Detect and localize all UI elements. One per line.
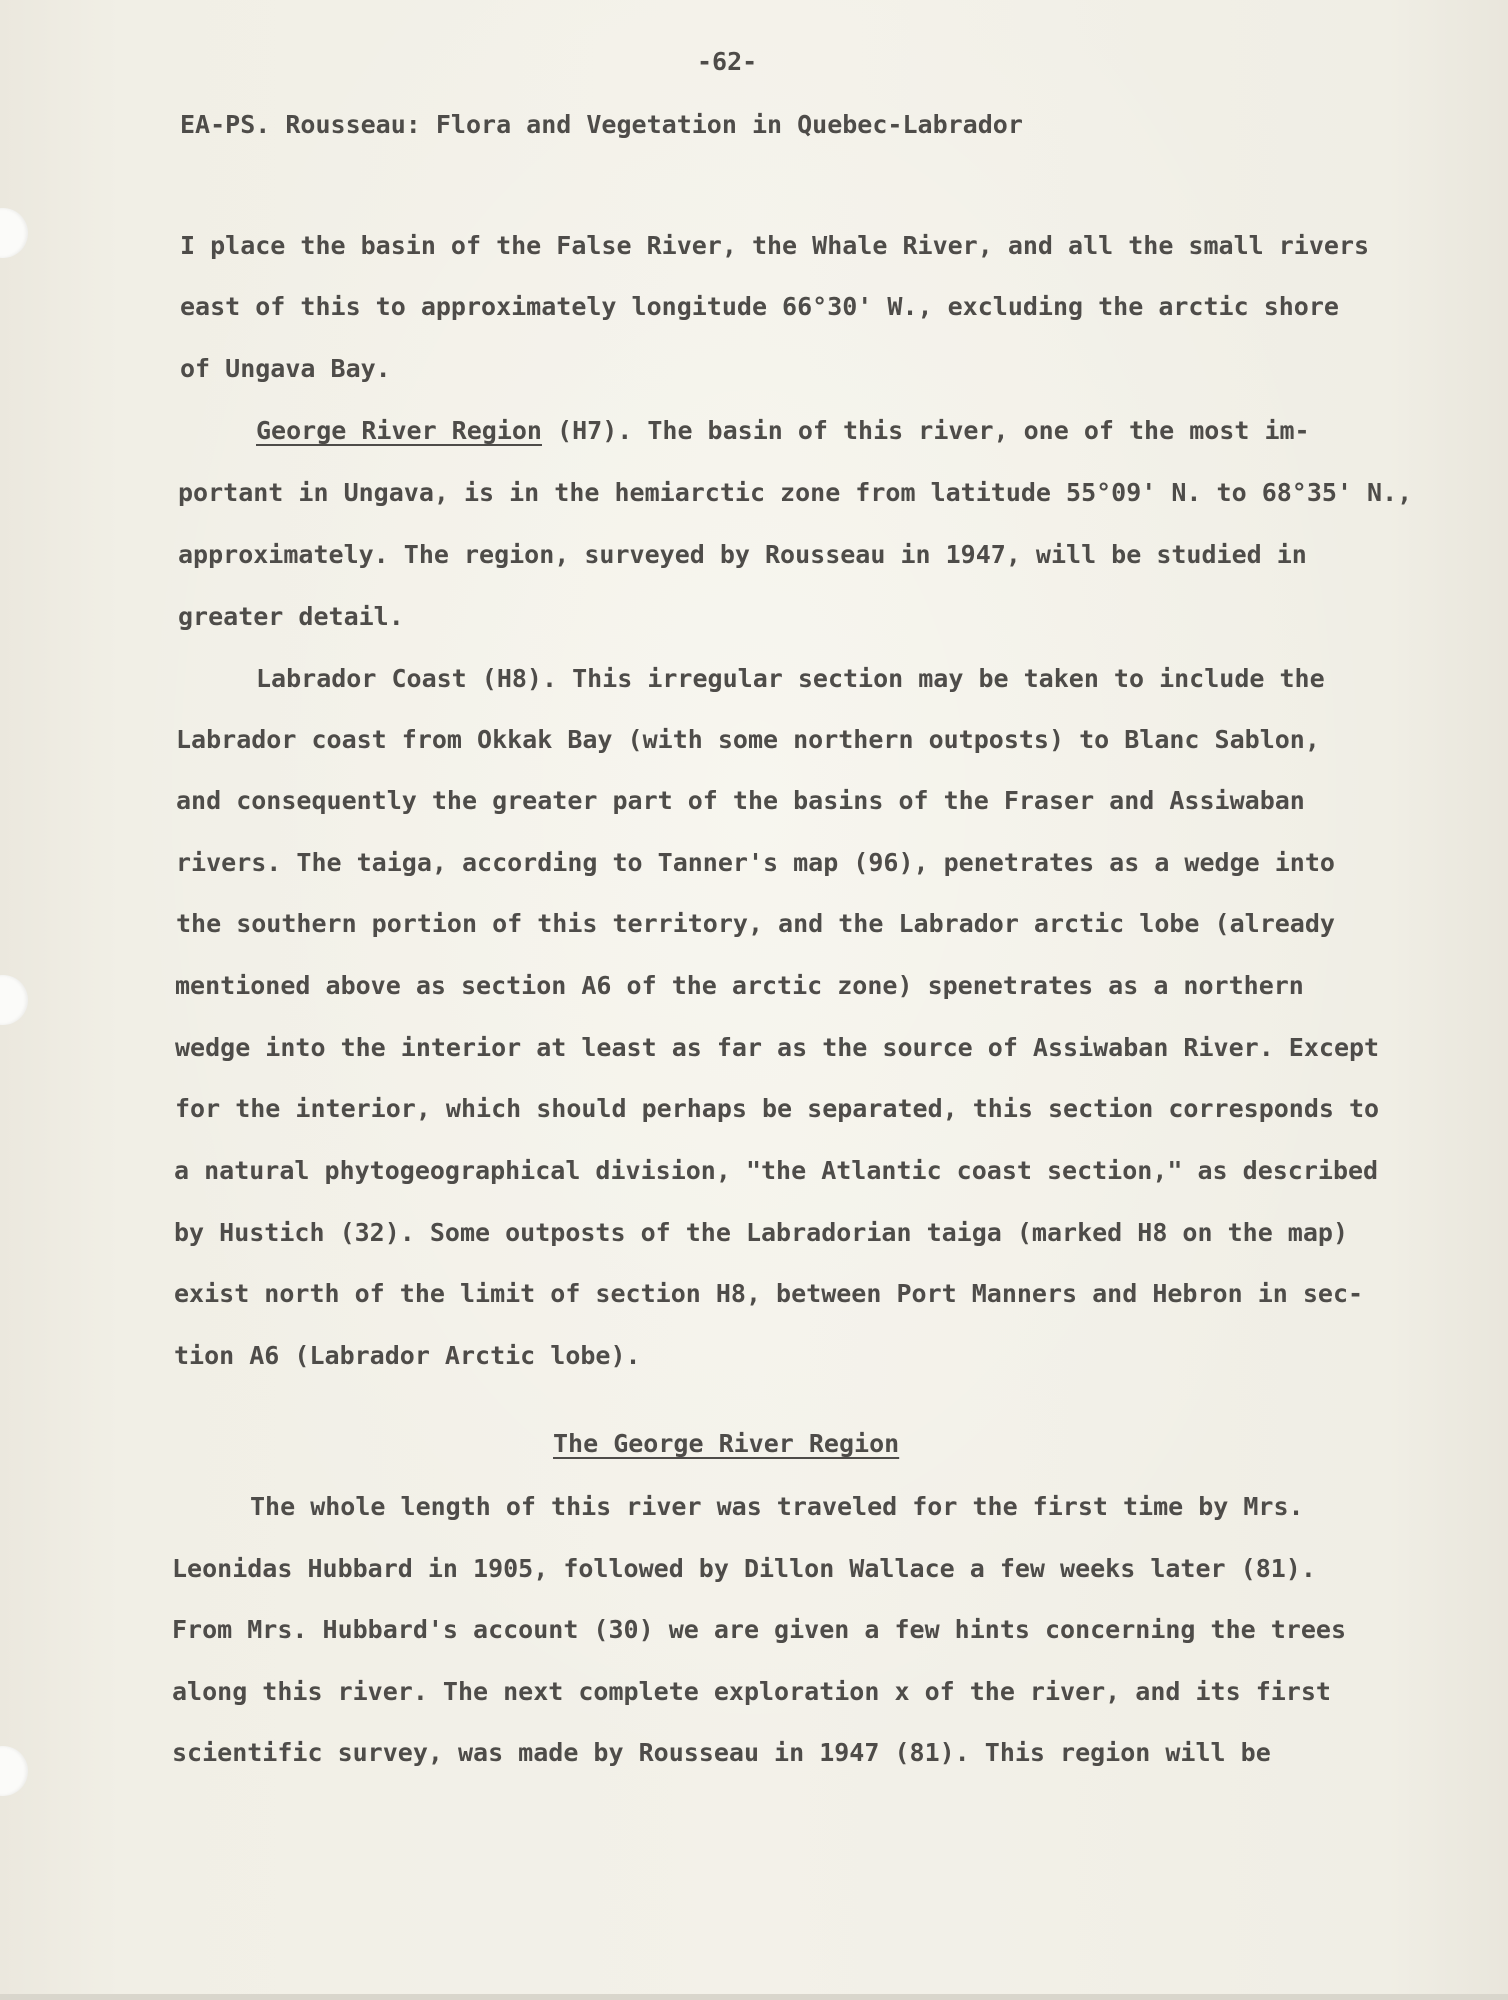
paragraph-4-line: scientific survey, was made by Rousseau in 1947 (81). This region will be: [172, 1738, 1271, 1767]
page-bottom-edge: [0, 1994, 1508, 2000]
paragraph-4-line: From Mrs. Hubbard's account (30) we are given a few hints concerning the trees: [172, 1615, 1346, 1644]
paragraph-3-line: by Hustich (32). Some outposts of the Labradorian taiga (marked H8 on the map): [174, 1218, 1348, 1247]
page-number: -62-: [697, 47, 758, 76]
paragraph-2-line: approximately. The region, surveyed by Rousseau in 1947, will be studied in: [178, 540, 1307, 569]
paragraph-1-line: east of this to approximately longitude 66°30' W., excluding the arctic shore: [180, 292, 1339, 321]
paragraph-3-line: and consequently the greater part of the basins of the Fraser and Assiwaban: [176, 786, 1305, 815]
paragraph-3-line: a natural phytogeographical division, "the Atlantic coast section," as described: [174, 1156, 1379, 1185]
paragraph-3-line: exist north of the limit of section H8, between Port Manners and Hebron in sec-: [174, 1279, 1364, 1308]
paragraph-4-line: along this river. The next complete exploration x of the river, and its first: [172, 1677, 1331, 1706]
paragraph-2-line: portant in Ungava, is in the hemiarctic zone from latitude 55°09' N. to 68°35' N.,: [178, 478, 1413, 507]
paragraph-3-line: the southern portion of this territory, and the Labrador arctic lobe (already: [176, 909, 1335, 938]
paragraph-1-line: I place the basin of the False River, the Whale River, and all the small rivers: [180, 231, 1370, 260]
paragraph-2-line-rest: (H7). The basin of this river, one of the most im-: [541, 416, 1310, 445]
paragraph-3-line: wedge into the interior at least as far as the source of Assiwaban River. Except: [175, 1033, 1380, 1062]
punch-hole-middle: [0, 975, 28, 1025]
paragraph-3-line: tion A6 (Labrador Arctic lobe).: [174, 1341, 641, 1370]
paragraph-4-line: The whole length of this river was traveled for the first time by Mrs.: [250, 1492, 1304, 1521]
paragraph-3-line: mentioned above as section A6 of the arctic zone) spenetrates as a northern: [175, 971, 1304, 1000]
section-heading: The George River Region: [553, 1429, 900, 1458]
paragraph-3-line: Labrador Coast (H8). This irregular section may be taken to include the: [256, 664, 1325, 693]
running-header: EA-PS. Rousseau: Flora and Vegetation in Quebec-Labrador: [180, 110, 1023, 139]
paragraph-3-line: Labrador coast from Okkak Bay (with some northern outposts) to Blanc Sablon,: [176, 725, 1320, 754]
paragraph-2-line: greater detail.: [178, 602, 404, 631]
paragraph-1-line: of Ungava Bay.: [180, 354, 391, 383]
paragraph-3-line: for the interior, which should perhaps be separated, this section corresponds to: [175, 1094, 1380, 1123]
george-river-region-heading: George River Region: [256, 416, 542, 445]
punch-hole-bottom: [0, 1746, 28, 1796]
paragraph-2-first-line: [256, 418, 1310, 443]
paragraph-3-line: rivers. The taiga, according to Tanner's map (96), penetrates as a wedge into: [176, 848, 1335, 877]
punch-hole-top: [0, 208, 28, 258]
paragraph-4-line: Leonidas Hubbard in 1905, followed by Dillon Wallace a few weeks later (81).: [172, 1554, 1316, 1583]
